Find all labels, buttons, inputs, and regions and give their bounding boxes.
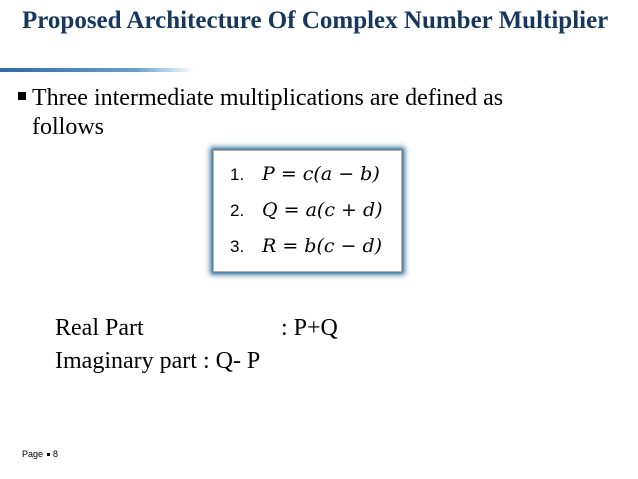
equation-expression: R = b(c − d)	[262, 235, 383, 257]
title-underline	[0, 68, 195, 72]
page-label: Page	[22, 449, 44, 459]
page-number: 8	[53, 449, 59, 459]
bullet-text-line2: follows	[32, 114, 104, 140]
real-part-value: : P+Q	[281, 315, 338, 341]
bullet-text-line1: Three intermediate multiplications are defined as	[32, 85, 504, 111]
page-footer	[22, 449, 58, 459]
equation-row	[230, 231, 382, 261]
separator-dot-icon	[47, 453, 50, 456]
imaginary-part-row: Imaginary part : Q- P	[55, 348, 261, 374]
bullet-point	[18, 84, 618, 142]
equation-row	[230, 195, 383, 225]
slide-title: Proposed Architecture Of Complex Number Multiplier	[22, 7, 609, 34]
equation-row	[230, 159, 380, 189]
equation-number: 1.	[230, 165, 245, 184]
real-part-row	[55, 314, 385, 342]
equation-number: 2.	[230, 201, 245, 220]
real-part-label: Real Part	[55, 315, 144, 341]
equation-expression: Q = a(c + d)	[262, 199, 383, 221]
square-bullet-icon	[18, 92, 26, 100]
equation-number: 3.	[230, 237, 245, 256]
equation-image	[213, 150, 402, 272]
equation-expression: P = c(a − b)	[262, 163, 380, 185]
